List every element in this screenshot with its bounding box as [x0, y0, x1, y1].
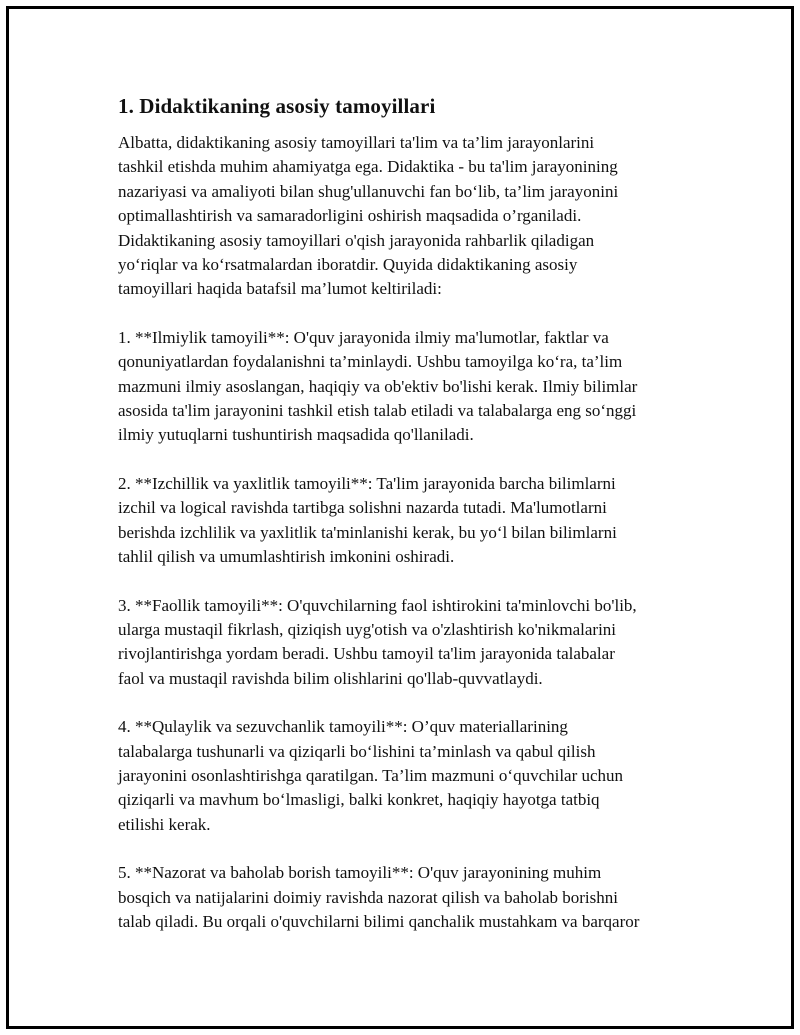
principle-1-paragraph — [118, 326, 698, 448]
text-line: Albatta, didaktikaning asosiy tamoyillari ta'lim va ta’lim jarayonlarini — [118, 133, 595, 152]
principle-5-paragraph — [118, 861, 698, 934]
text-line: Didaktikaning asosiy tamoyillari o'qish jarayonida rahbarlik qiladigan — [118, 230, 595, 250]
document-body — [118, 92, 698, 958]
text-line: talab qiladi. Bu orqali o'quvchilarni bilimi qanchalik mustahkam va barqaror — [118, 911, 640, 931]
text-line: izchil va logical ravishda tartibga solishni nazarda tutadi. Ma'lumotlarni — [118, 498, 607, 518]
text-line: talabalarga tushunarli va qiziqarli bo‘lishini ta’minlash va qabul qilish — [118, 741, 596, 761]
text-line: tashkil etishda muhim ahamiyatga ega. Didaktika - bu ta'lim jarayonining — [118, 157, 618, 177]
text-line: tahlil qilish va umumlashtirish imkonini oshiradi. — [118, 547, 455, 567]
text-line: mazmuni ilmiy asoslangan, haqiqiy va ob'ektiv bo'lishi kerak. Ilmiy bilimlar — [118, 376, 638, 396]
text-line: ilmiy yutuqlarni tushuntirish maqsadida qo'llaniladi. — [118, 425, 474, 445]
text-line: etilishi kerak. — [118, 814, 211, 834]
text-line: 3. **Faollik tamoyili**: O'quvchilarning faol ishtirokini ta'minlovchi bo'lib, — [118, 595, 637, 615]
text-line: nazariyasi va amaliyoti bilan shug'ullanuvchi fan bo‘lib, ta’lim jarayonini — [118, 181, 619, 201]
text-line: jarayonini osonlashtirishga qaratilgan. Ta’lim mazmuni o‘quvchilar uchun — [118, 765, 624, 785]
text-line: rivojlantirishga yordam beradi. Ushbu tamoyil ta'lim jarayonida talabalar — [118, 644, 615, 664]
text-line: 2. **Izchillik va yaxlitlik tamoyili**: Ta'lim jarayonida barcha bilimlarni — [118, 473, 616, 493]
text-line: tamoyillari haqida batafsil ma’lumot keltiriladi: — [118, 279, 442, 299]
principle-3-paragraph — [118, 594, 698, 692]
principle-2-paragraph — [118, 472, 698, 570]
text-line: qiziqarli va mavhum bo‘lmasligi, balki konkret, haqiqiy hayotga tatbiq — [118, 790, 600, 810]
text-line: faol va mustaqil ravishda bilim olishlarini qo'llab-quvvatlaydi. — [118, 668, 543, 688]
text-line: berishda izchlilik va yaxlitlik ta'minlanishi kerak, bu yo‘l bilan bilimlarni — [118, 522, 617, 542]
intro-paragraph — [118, 131, 698, 302]
text-line: bosqich va natijalarini doimiy ravishda nazorat qilish va baholab borishni — [118, 887, 618, 907]
text-line: 5. **Nazorat va baholab borish tamoyili**: O'quv jarayonining muhim — [118, 863, 602, 883]
text-line: qonuniyatlardan foydalanishni ta’minlaydi. Ushbu tamoyilga ko‘ra, ta’lim — [118, 352, 623, 372]
text-line: asosida ta'lim jarayonini tashkil etish talab etiladi va talabalarga eng so‘nggi — [118, 401, 637, 421]
text-line: optimallashtirish va samaradorligini oshirish maqsadida o’rganiladi. — [118, 206, 582, 226]
text-line: 1. **Ilmiylik tamoyili**: O'quv jarayonida ilmiy ma'lumotlar, faktlar va — [118, 327, 609, 347]
text-line: ularga mustaqil fikrlash, qiziqish uyg'otish va o'zlashtirish ko'nikmalarini — [118, 619, 617, 639]
text-line: 4. **Qulaylik va sezuvchanlik tamoyili**: O’quv materiallarining — [118, 717, 568, 737]
principle-4-paragraph — [118, 715, 698, 837]
text-line: yo‘riqlar va ko‘rsatmalardan iboratdir. Quyida didaktikaning asosiy — [118, 255, 578, 275]
section-heading: 1. Didaktikaning asosiy tamoyillari — [118, 94, 436, 118]
